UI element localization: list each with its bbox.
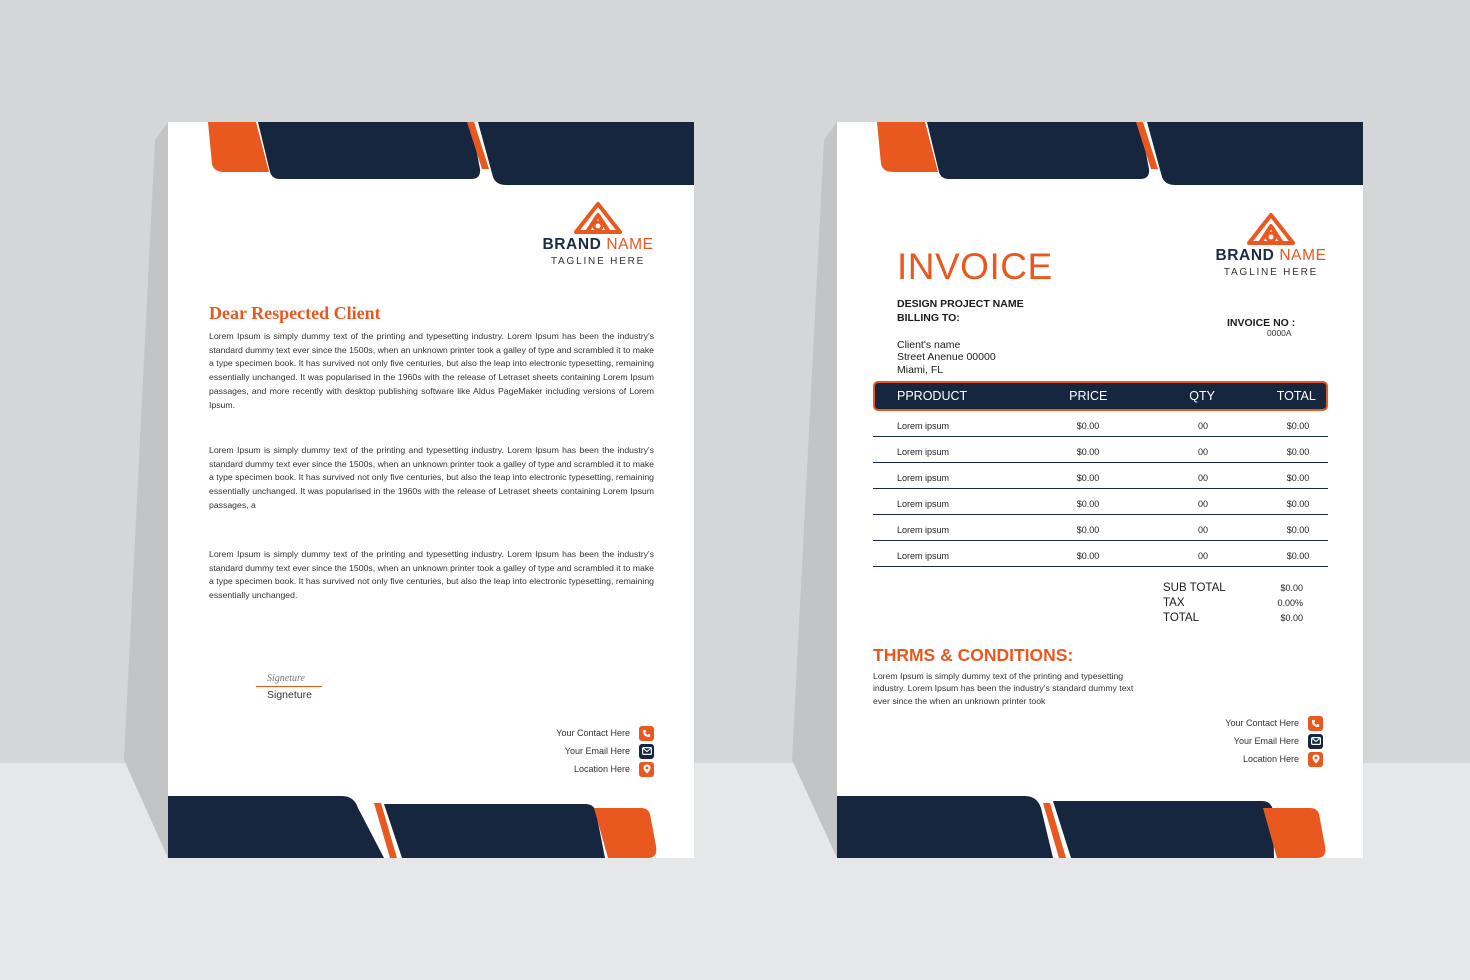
contact-phone: Your Contact Here <box>1225 714 1323 732</box>
contact-block <box>1225 714 1323 768</box>
brand-tagline: TAGLINE HERE <box>1223 267 1319 278</box>
cell-qty: 00 <box>1197 524 1208 535</box>
subtotal-label: SUB TOTAL <box>1163 581 1226 594</box>
contact-location: Location Here <box>556 760 654 778</box>
contact-email: Your Email Here <box>1225 732 1323 750</box>
cell-total: $0.00 <box>1286 550 1310 561</box>
cell-total: $0.00 <box>1286 524 1310 535</box>
terms-title: THRMS & CONDITIONS: <box>873 645 1074 665</box>
contact-location: Location Here <box>1225 750 1323 768</box>
letterhead-page <box>168 122 694 858</box>
email-icon <box>1308 734 1323 749</box>
signature-line <box>256 686 322 687</box>
invoice-page <box>837 122 1363 858</box>
column-header-total: TOTAL <box>1276 389 1316 403</box>
location-pin-icon <box>1308 752 1323 767</box>
contact-phone: Your Contact Here <box>556 724 654 742</box>
invoice-number-label: INVOICE NO : <box>1227 317 1296 329</box>
brand-name: BRAND NAME <box>1215 247 1327 264</box>
cell-product: Lorem ipsum <box>897 498 950 509</box>
contact-email: Your Email Here <box>556 742 654 760</box>
column-header-price: PRICE <box>1069 389 1108 403</box>
letter-paragraph: Lorem Ipsum is simply dummy text of the printing and typesetting industry. Lorem Ipsum has been the industry's standard dummy text ever since the 1500s, when an unknown printer took a galley of type and scrambled it to make a type specimen book. It has survived not only five centuries, but also the leap into electronic typesetting, remaining essentially unchanged. <box>209 549 654 601</box>
table-row <box>873 463 1328 489</box>
phone-icon <box>639 726 654 741</box>
invoice-totals <box>1163 580 1303 625</box>
table-row <box>873 541 1328 567</box>
invoice-table <box>873 381 1328 567</box>
cell-price: $0.00 <box>1076 498 1100 509</box>
email-icon <box>639 744 654 759</box>
client-name: Client's name <box>897 339 961 351</box>
triangle-knot-icon <box>1246 213 1296 245</box>
invoice-table-header <box>873 381 1328 411</box>
phone-icon <box>1308 716 1323 731</box>
project-name: DESIGN PROJECT NAME <box>897 298 1024 310</box>
brand-logo <box>1201 213 1341 278</box>
brand-logo <box>528 202 668 267</box>
column-header-qty: QTY <box>1189 389 1215 403</box>
total-value: $0.00 <box>1280 612 1303 623</box>
cell-qty: 00 <box>1197 498 1208 509</box>
letter-paragraph: Lorem Ipsum is simply dummy text of the printing and typesetting industry. Lorem Ipsum has been the industry's standard dummy text ever since the 1500s, when an unknown printer took a galley of type and scrambled it to make a type specimen book. It has survived not only five centuries, but also the leap into electronic typesetting, remaining essentially unchanged. It was popularised in the 1960s with the release of Letraset sheets containing Lorem Ipsum passages, and more recently with desktop publishing software like Aldus PageMaker including versions of Lorem Ipsum. <box>209 331 654 410</box>
subtotal-value: $0.00 <box>1280 582 1303 593</box>
triangle-knot-icon <box>573 202 623 234</box>
signature-script: Signeture <box>267 673 305 684</box>
letter-greeting: Dear Respected Client <box>209 303 381 323</box>
cell-qty: 00 <box>1197 550 1208 561</box>
invoice-title: INVOICE <box>897 246 1053 287</box>
table-row <box>873 411 1328 437</box>
cell-product: Lorem ipsum <box>897 524 950 535</box>
cell-total: $0.00 <box>1286 446 1310 457</box>
cell-product: Lorem ipsum <box>897 550 950 561</box>
client-city: Miami, FL <box>897 364 944 376</box>
cell-qty: 00 <box>1197 446 1208 457</box>
tax-label: TAX <box>1163 596 1185 609</box>
cell-price: $0.00 <box>1076 472 1100 483</box>
cell-total: $0.00 <box>1286 420 1310 431</box>
cell-total: $0.00 <box>1286 498 1310 509</box>
cell-price: $0.00 <box>1076 446 1100 457</box>
invoice-number-value: 0000A <box>1267 328 1292 338</box>
signature-label: Signeture <box>267 689 312 701</box>
billing-label: BILLING TO: <box>897 312 960 324</box>
table-row <box>873 515 1328 541</box>
cell-price: $0.00 <box>1076 524 1100 535</box>
letter-paragraph: Lorem Ipsum is simply dummy text of the printing and typesetting industry. Lorem Ipsum has been the industry's standard dummy text ever since the 1500s, when an unknown printer took a galley of type and scrambled it to make a type specimen book. It has survived not only five centuries, but also the leap into electronic typesetting, remaining essentially unchanged. It was popularised in the 1960s with the release of Letraset sheets containing Lorem Ipsum passages, a <box>209 445 654 510</box>
cell-qty: 00 <box>1197 420 1208 431</box>
cell-price: $0.00 <box>1076 420 1100 431</box>
cell-product: Lorem ipsum <box>897 420 950 431</box>
total-row <box>1163 610 1303 625</box>
cell-product: Lorem ipsum <box>897 446 950 457</box>
column-header-product: PPRODUCT <box>897 389 968 403</box>
table-row <box>873 437 1328 463</box>
brand-name: BRAND NAME <box>542 236 654 253</box>
terms-text: Lorem Ipsum is simply dummy text of the printing and typesetting industry. Lorem Ipsum has been the industry's standard dummy text ever since the when an unknown printer took <box>873 671 1134 706</box>
subtotal-row <box>1163 580 1303 595</box>
contact-block <box>556 724 654 778</box>
cell-qty: 00 <box>1197 472 1208 483</box>
cell-total: $0.00 <box>1286 472 1310 483</box>
client-street: Street Anenue 00000 <box>897 351 996 363</box>
tax-row <box>1163 595 1303 610</box>
total-label: TOTAL <box>1163 611 1199 624</box>
cell-price: $0.00 <box>1076 550 1100 561</box>
tax-value: 0.00% <box>1277 597 1303 608</box>
location-pin-icon <box>639 762 654 777</box>
brand-tagline: TAGLINE HERE <box>550 256 646 267</box>
cell-product: Lorem ipsum <box>897 472 950 483</box>
table-row <box>873 489 1328 515</box>
